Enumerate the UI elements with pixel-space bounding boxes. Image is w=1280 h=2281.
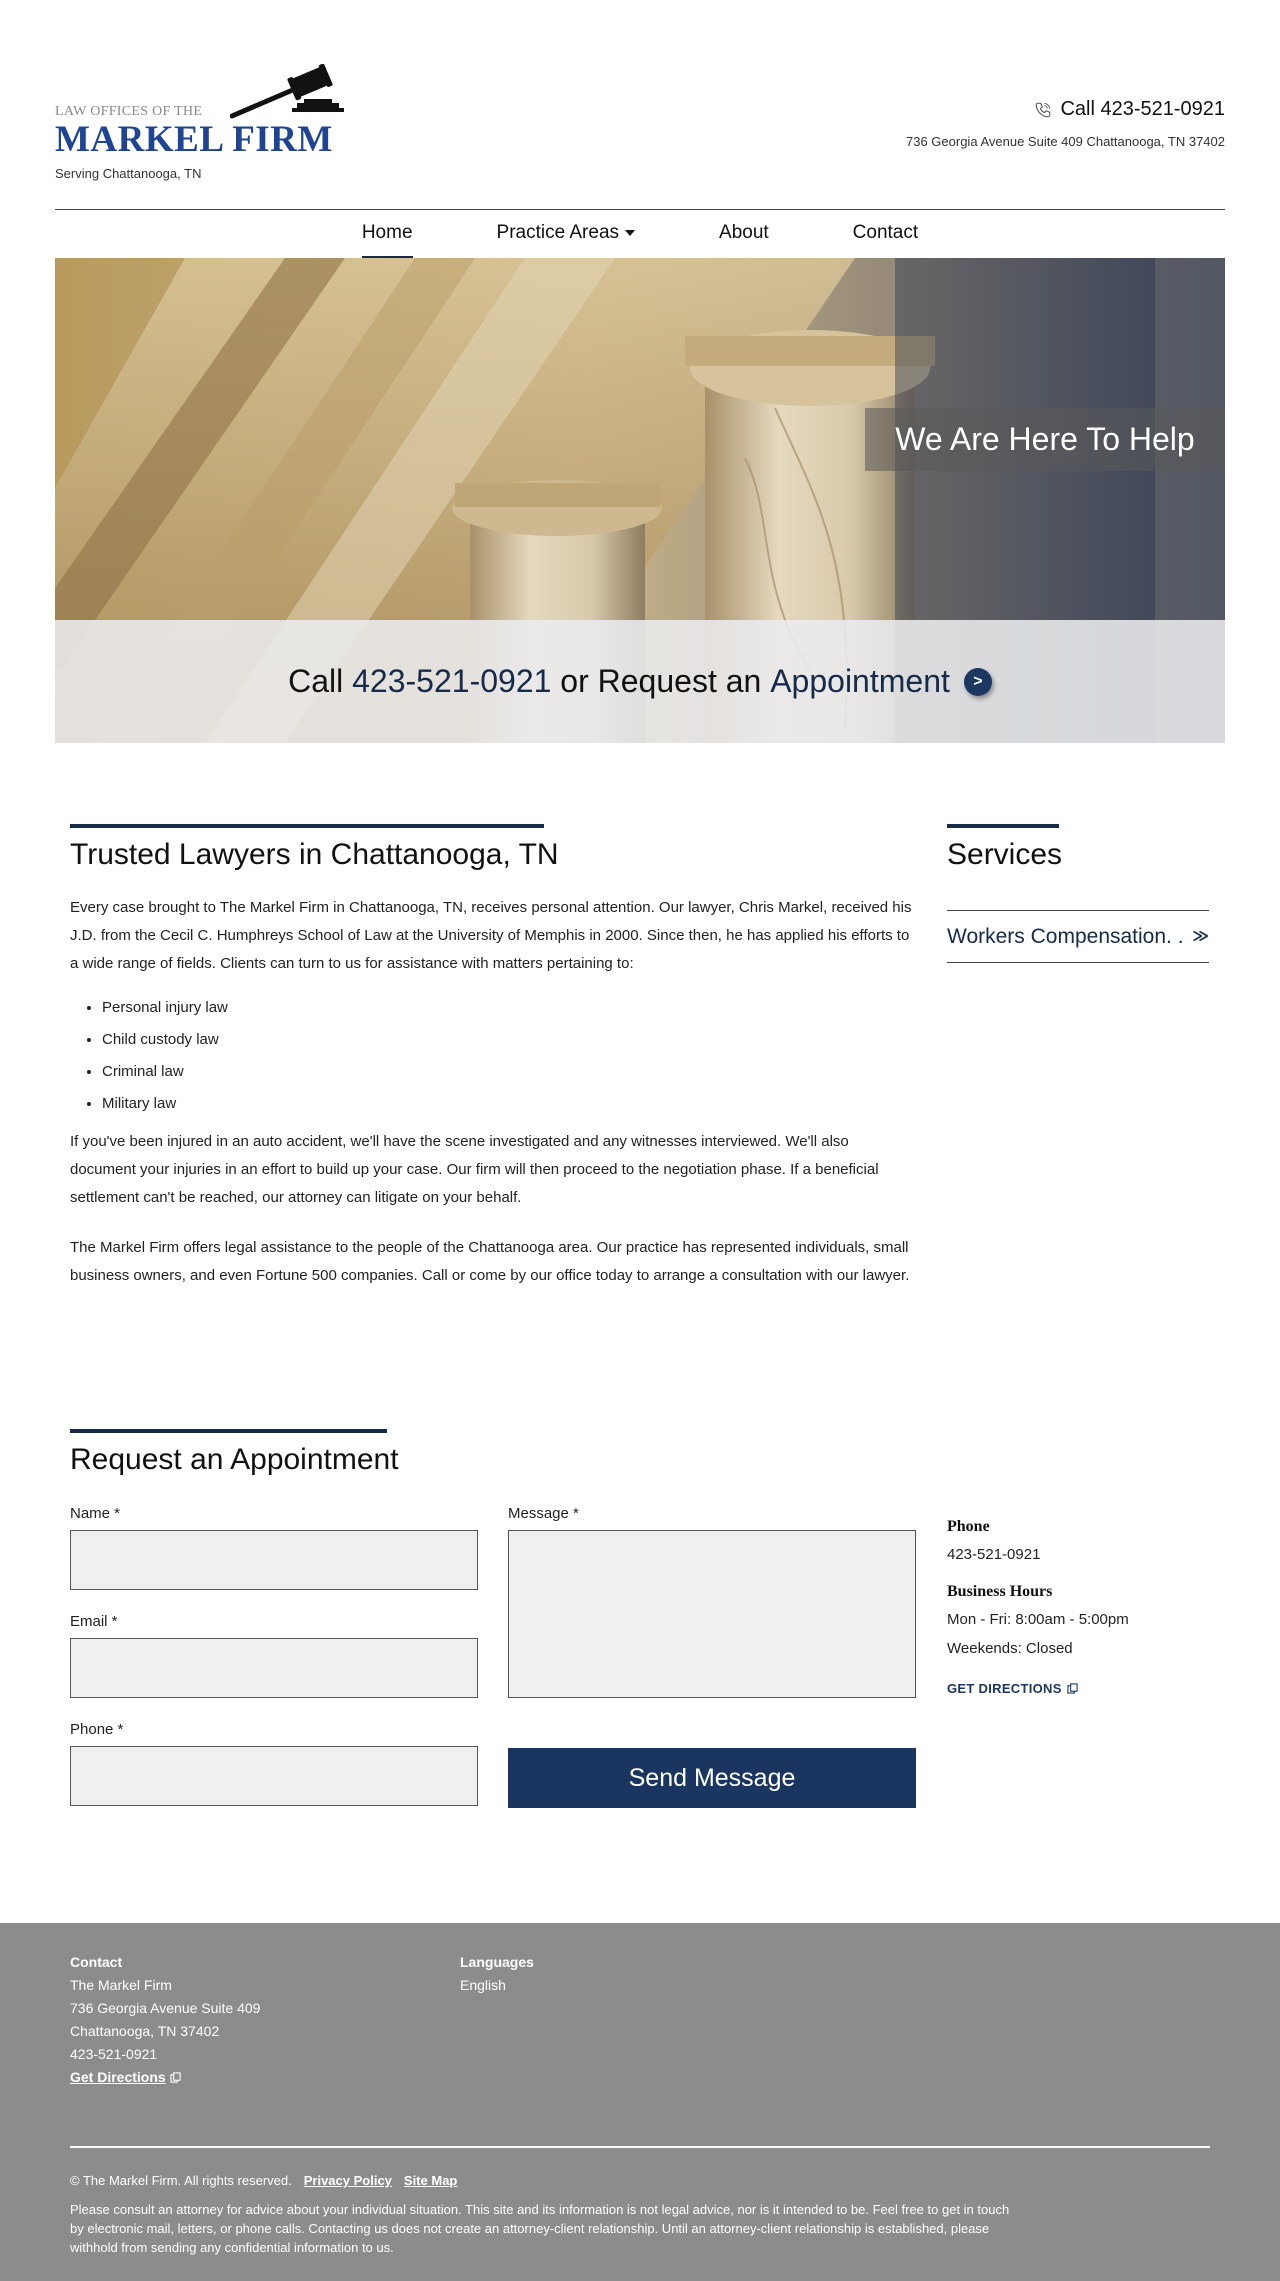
section-accent-bar (70, 1429, 387, 1433)
footer-languages-heading: Languages (460, 1954, 534, 1970)
practice-list (70, 992, 916, 1120)
footer-copyright-row (70, 2173, 457, 2188)
footer-languages (460, 1951, 534, 1997)
list-item: • Child custody law (102, 1024, 916, 1056)
footer-directions-label: Get Directions (70, 2069, 166, 2085)
section-accent-bar (947, 824, 1059, 828)
privacy-policy-link[interactable]: Privacy Policy (303, 2173, 392, 2188)
cta-call-word: Call (288, 663, 344, 699)
caret-down-icon (625, 230, 635, 236)
nav-practice-areas-label: Practice Areas (496, 222, 620, 243)
name-input[interactable] (70, 1530, 478, 1590)
footer-contact-heading: Contact (70, 1954, 123, 1970)
name-field-group (70, 1505, 478, 1590)
email-label: Email * (70, 1613, 118, 1630)
service-link-workers-compensation[interactable] (947, 910, 1209, 963)
appointment-title: Request an Appointment (70, 1443, 399, 1476)
list-item: • Personal injury law (102, 992, 916, 1024)
send-message-button[interactable]: Send Message (508, 1748, 916, 1808)
message-field-group (508, 1505, 916, 1698)
external-link-icon (1067, 1683, 1078, 1694)
phone-heading: Phone (947, 1518, 990, 1535)
nav-home[interactable] (362, 210, 413, 258)
header-call-link[interactable] (1034, 98, 1225, 121)
hours-heading: Business Hours (947, 1583, 1053, 1600)
list-item: • Criminal law (102, 1056, 916, 1088)
intro-paragraph: Every case brought to The Markel Firm in Chattanooga, TN, receives personal attention. Our lawyer, Chris Markel, received his J.D. from the Cecil C. Humphreys School of Law at the University of Memphis in 2000. Since then, he has applied his efforts to a wide range of fields. Clients can turn to us for assistance with matters pertaining to: (70, 899, 912, 972)
phone-number-link[interactable]: 423-521-0921 (947, 1546, 1041, 1563)
copyright-text: © The Markel Firm. All rights reserved. (70, 2173, 292, 2188)
cta-phone-link[interactable]: 423-521-0921 (352, 663, 552, 699)
logo-big-text: MARKEL FIRM (55, 119, 333, 160)
appointment-section (70, 1429, 916, 1825)
list-item: • Military law (102, 1088, 916, 1120)
footer-firm-name: The Markel Firm (70, 1977, 172, 1993)
nav-contact[interactable] (853, 210, 918, 258)
site-header (55, 60, 1225, 210)
service-link-label: Workers Compensation. . (947, 925, 1184, 948)
cta-or-text: or Request an (560, 663, 762, 699)
logo-small-text: LAW OFFICES OF THE (55, 104, 203, 119)
hero-tagline: We Are Here To Help (865, 408, 1225, 471)
gavel-icon (230, 64, 345, 122)
hero-banner (55, 258, 1225, 743)
header-address: 736 Georgia Avenue Suite 409 Chattanooga, TN 37402 (906, 134, 1225, 149)
footer-directions-link[interactable] (70, 2066, 181, 2089)
section-accent-bar (70, 824, 544, 828)
main-content (70, 824, 916, 1290)
services-title: Services (947, 838, 1063, 871)
site-footer (0, 1923, 1280, 2281)
footer-city: Chattanooga, TN 37402 (70, 2023, 220, 2039)
email-field-group (70, 1613, 478, 1698)
double-chevron-right-icon: ≫ (1192, 928, 1209, 945)
nav-about[interactable] (719, 210, 769, 258)
contact-info-sidebar (947, 1518, 1209, 1696)
page-title: Trusted Lawyers in Chattanooga, TN (70, 838, 559, 871)
footer-phone-link[interactable]: 423-521-0921 (70, 2046, 158, 2062)
appointment-form (70, 1505, 916, 1825)
email-input[interactable] (70, 1638, 478, 1698)
legal-disclaimer: Please consult an attorney for advice about your individual situation. This site and its information is not legal advice, nor is it intended to be. Feel free to get in touch by electronic mail, letters, or phone calls. Contacting us does not create an attorney-client relationship. Until an attorney-client relationship is established, please withhold from sending any confidential information to us. (70, 2202, 1010, 2255)
services-sidebar (947, 824, 1209, 963)
about-paragraph: The Markel Firm offers legal assistance to the people of the Chattanooga area. Our practice has represented individuals, small business owners, and even Fortune 500 companies. Call or come by our office today to arrange a consultation with our lawyer. (70, 1239, 910, 1284)
arrow-right-icon[interactable]: > (964, 668, 992, 696)
phone-input[interactable] (70, 1746, 478, 1806)
hero-cta-band[interactable] (55, 620, 1225, 743)
external-link-icon (170, 2072, 181, 2083)
footer-contact (70, 1951, 260, 2089)
footer-divider (70, 2146, 1210, 2148)
injury-paragraph: If you've been injured in an auto accident, we'll have the scene investigated and any witnesses interviewed. We'll also document your injuries in an effort to build up your case. Our firm will then proceed to the negotiation phase. If a beneficial settlement can't be reached, our attorney can litigate on your behalf. (70, 1133, 879, 1206)
header-call-text: Call 423-521-0921 (1060, 98, 1225, 120)
main-nav (55, 209, 1225, 259)
phone-field-group (70, 1721, 478, 1806)
get-directions-link[interactable] (947, 1681, 1209, 1696)
nav-contact-label: Contact (852, 222, 919, 243)
serving-area: Serving Chattanooga, TN (55, 166, 202, 181)
firm-logo[interactable] (55, 64, 345, 160)
site-map-link[interactable]: Site Map (403, 2173, 458, 2188)
nav-about-label: About (719, 222, 769, 243)
nav-home-label: Home (361, 222, 413, 243)
message-label: Message * (508, 1505, 579, 1522)
nav-practice-areas[interactable] (497, 210, 636, 258)
cta-appointment-link[interactable]: Appointment (770, 663, 950, 699)
hours-weekday: Mon - Fri: 8:00am - 5:00pm (947, 1611, 1129, 1628)
footer-street: 736 Georgia Avenue Suite 409 (70, 2000, 261, 2016)
name-label: Name * (70, 1505, 121, 1522)
hours-weekend: Weekends: Closed (947, 1640, 1073, 1657)
get-directions-label: GET DIRECTIONS (947, 1681, 1062, 1696)
phone-icon (1034, 101, 1052, 119)
phone-label: Phone * (70, 1721, 124, 1738)
footer-language-english[interactable]: English (460, 1977, 506, 1993)
message-textarea[interactable] (508, 1530, 916, 1698)
